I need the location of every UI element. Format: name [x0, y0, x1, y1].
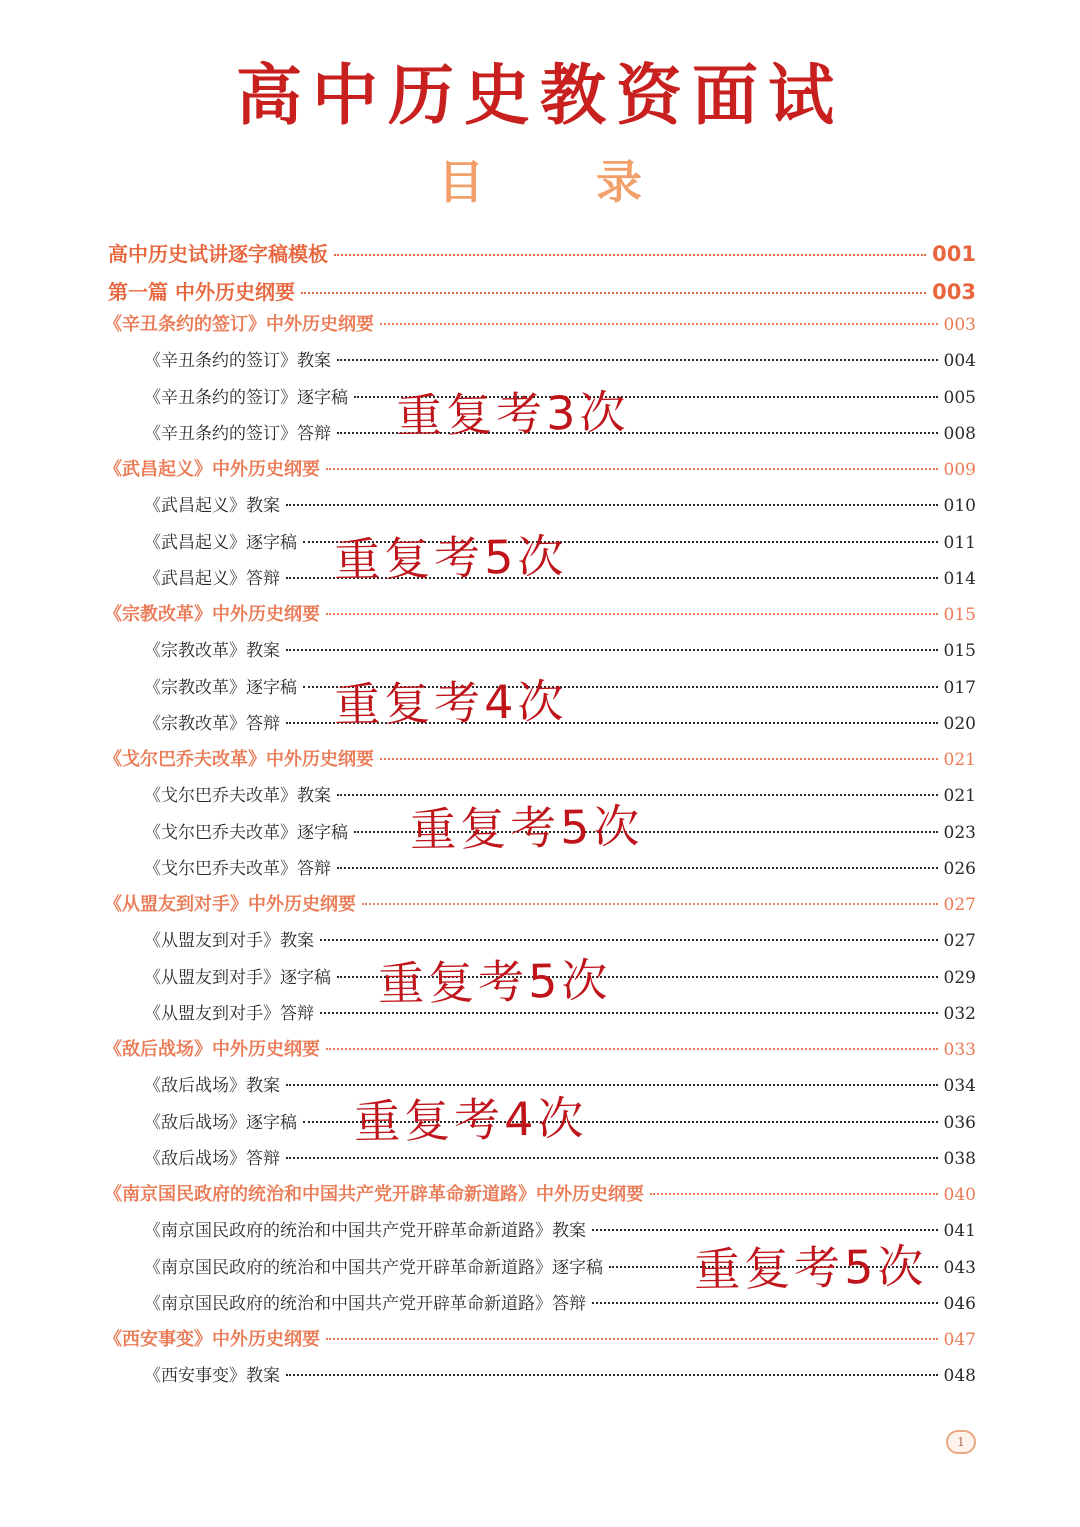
toc-entry-page: 047 [943, 1330, 976, 1350]
toc-entry-label: 《从盟友到对手》教案 [144, 931, 314, 952]
toc-entry-page: 021 [943, 786, 976, 807]
repeat-count-note: 重复考5次 [377, 952, 612, 1012]
toc-entry-label: 《从盟友到对手》中外历史纲要 [104, 894, 356, 915]
toc-entry-label: 《南京国民政府的统治和中国共产党开辟革命新道路》逐字稿 [144, 1257, 603, 1278]
toc-entry-label: 《敌后战场》逐字稿 [144, 1112, 297, 1133]
toc-subentry[interactable] [144, 346, 976, 374]
toc-entry-page: 009 [943, 460, 976, 480]
toc-entry-label: 《宗教改革》教案 [144, 641, 280, 662]
dot-leader [337, 867, 938, 869]
toc-entry-page: 015 [943, 605, 976, 625]
dot-leader [362, 903, 938, 905]
toc-subentry[interactable] [144, 1361, 976, 1389]
repeat-count-note: 重复考4次 [333, 673, 568, 733]
dot-leader [592, 1302, 938, 1304]
dot-leader [301, 292, 926, 294]
toc-topic[interactable] [104, 1035, 976, 1063]
dot-leader [326, 613, 938, 615]
toc-entry-label: 《戈尔巴乔夫改革》答辩 [144, 858, 331, 879]
toc-entry-page: 014 [943, 568, 976, 589]
toc-entry-page: 003 [943, 315, 976, 335]
toc-entry-label: 《戈尔巴乔夫改革》逐字稿 [144, 822, 348, 843]
toc-section[interactable] [108, 238, 976, 266]
toc-entry-page: 017 [943, 677, 976, 698]
toc-entry-label: 《宗教改革》逐字稿 [144, 677, 297, 698]
toc-entry-page: 001 [932, 242, 976, 266]
page-number: 1 [946, 1430, 976, 1454]
toc-entry-label: 《敌后战场》中外历史纲要 [104, 1039, 320, 1060]
toc-entry-page: 038 [943, 1148, 976, 1169]
toc-entry-page: 040 [943, 1185, 976, 1205]
toc-topic[interactable] [104, 745, 976, 773]
toc-entry-page: 026 [943, 858, 976, 879]
toc-entry-page: 048 [943, 1366, 976, 1387]
repeat-count-note: 重复考3次 [395, 384, 630, 444]
toc-entry-page: 020 [943, 713, 976, 734]
toc-entry-label: 《敌后战场》答辩 [144, 1148, 280, 1169]
repeat-count-note: 重复考5次 [333, 528, 568, 588]
toc-entry-label: 《南京国民政府的统治和中国共产党开辟革命新道路》中外历史纲要 [104, 1184, 644, 1205]
toc-entry-label: 《南京国民政府的统治和中国共产党开辟革命新道路》答辩 [144, 1293, 586, 1314]
toc-entry-label: 《武昌起义》逐字稿 [144, 532, 297, 553]
toc-subentry[interactable] [144, 491, 976, 519]
toc-entry-page: 043 [943, 1257, 976, 1278]
toc-entry-label: 《南京国民政府的统治和中国共产党开辟革命新道路》教案 [144, 1221, 586, 1242]
dot-leader [326, 1338, 938, 1340]
toc-subentry[interactable] [144, 636, 976, 664]
toc-topic[interactable] [104, 455, 976, 483]
toc-entry-page: 027 [943, 895, 976, 915]
toc-entry-page: 005 [943, 387, 976, 408]
toc-entry-label: 《武昌起义》中外历史纲要 [104, 459, 320, 480]
dot-leader [286, 649, 938, 651]
toc-entry-label: 《西安事变》中外历史纲要 [104, 1329, 320, 1350]
toc-entry-label: 《戈尔巴乔夫改革》教案 [144, 786, 331, 807]
toc-entry-label: 《宗教改革》答辩 [144, 713, 280, 734]
repeat-count-note: 重复考5次 [409, 798, 644, 858]
toc-entry-label: 《武昌起义》答辩 [144, 568, 280, 589]
toc-entry-label: 《从盟友到对手》答辩 [144, 1003, 314, 1024]
toc-entry-label: 《从盟友到对手》逐字稿 [144, 967, 331, 988]
dot-leader [286, 1374, 938, 1376]
toc-entry-label: 《辛丑条约的签订》教案 [144, 351, 331, 372]
toc-topic[interactable] [104, 600, 976, 628]
toc-entry-page: 008 [943, 423, 976, 444]
toc-heading: 目 录 [437, 155, 690, 209]
toc-entry-page: 041 [943, 1221, 976, 1242]
toc-entry-page: 029 [943, 967, 976, 988]
toc-entry-page: 023 [943, 822, 976, 843]
toc-subentry[interactable] [144, 854, 976, 882]
dot-leader [286, 504, 938, 506]
toc-entry-label: 《宗教改革》中外历史纲要 [104, 604, 320, 625]
toc-topic[interactable] [104, 1180, 976, 1208]
toc-entry-label: 《武昌起义》教案 [144, 496, 280, 517]
toc-entry-label: 《辛丑条约的签订》中外历史纲要 [104, 314, 374, 335]
toc-entry-label: 《敌后战场》教案 [144, 1076, 280, 1097]
toc-entry-label: 《戈尔巴乔夫改革》中外历史纲要 [104, 749, 374, 770]
repeat-count-note: 重复考4次 [353, 1090, 588, 1150]
toc-entry-label: 《辛丑条约的签订》逐字稿 [144, 387, 348, 408]
toc-entry-page: 015 [943, 641, 976, 662]
toc-entry-page: 021 [943, 750, 976, 770]
dot-leader [326, 468, 938, 470]
toc-entry-page: 027 [943, 931, 976, 952]
toc-topic[interactable] [104, 890, 976, 918]
page-title: 高中历史教资面试 [236, 57, 844, 134]
toc-entry-page: 003 [932, 280, 976, 304]
dot-leader [334, 254, 926, 256]
dot-leader [326, 1048, 938, 1050]
dot-leader [286, 1157, 938, 1159]
toc-entry-label: 第一篇 中外历史纲要 [108, 280, 295, 304]
toc-entry-page: 004 [943, 351, 976, 372]
toc-topic[interactable] [104, 1325, 976, 1353]
toc-entry-page: 010 [943, 496, 976, 517]
toc-entry-page: 036 [943, 1112, 976, 1133]
dot-leader [380, 323, 938, 325]
dot-leader [337, 359, 938, 361]
toc-entry-page: 032 [943, 1003, 976, 1024]
toc-entry-page: 033 [943, 1040, 976, 1060]
toc-topic[interactable] [104, 310, 976, 338]
repeat-count-note: 重复考5次 [693, 1238, 928, 1298]
toc-entry-label: 高中历史试讲逐字稿模板 [108, 242, 328, 266]
toc-entry-label: 《西安事变》教案 [144, 1366, 280, 1387]
toc-entry-page: 046 [943, 1293, 976, 1314]
dot-leader [650, 1193, 938, 1195]
toc-entry-label: 《辛丑条约的签订》答辩 [144, 423, 331, 444]
dot-leader [380, 758, 938, 760]
dot-leader [320, 939, 938, 941]
toc-entry-page: 011 [943, 532, 976, 553]
toc-section[interactable] [108, 276, 976, 304]
toc-entry-page: 034 [943, 1076, 976, 1097]
